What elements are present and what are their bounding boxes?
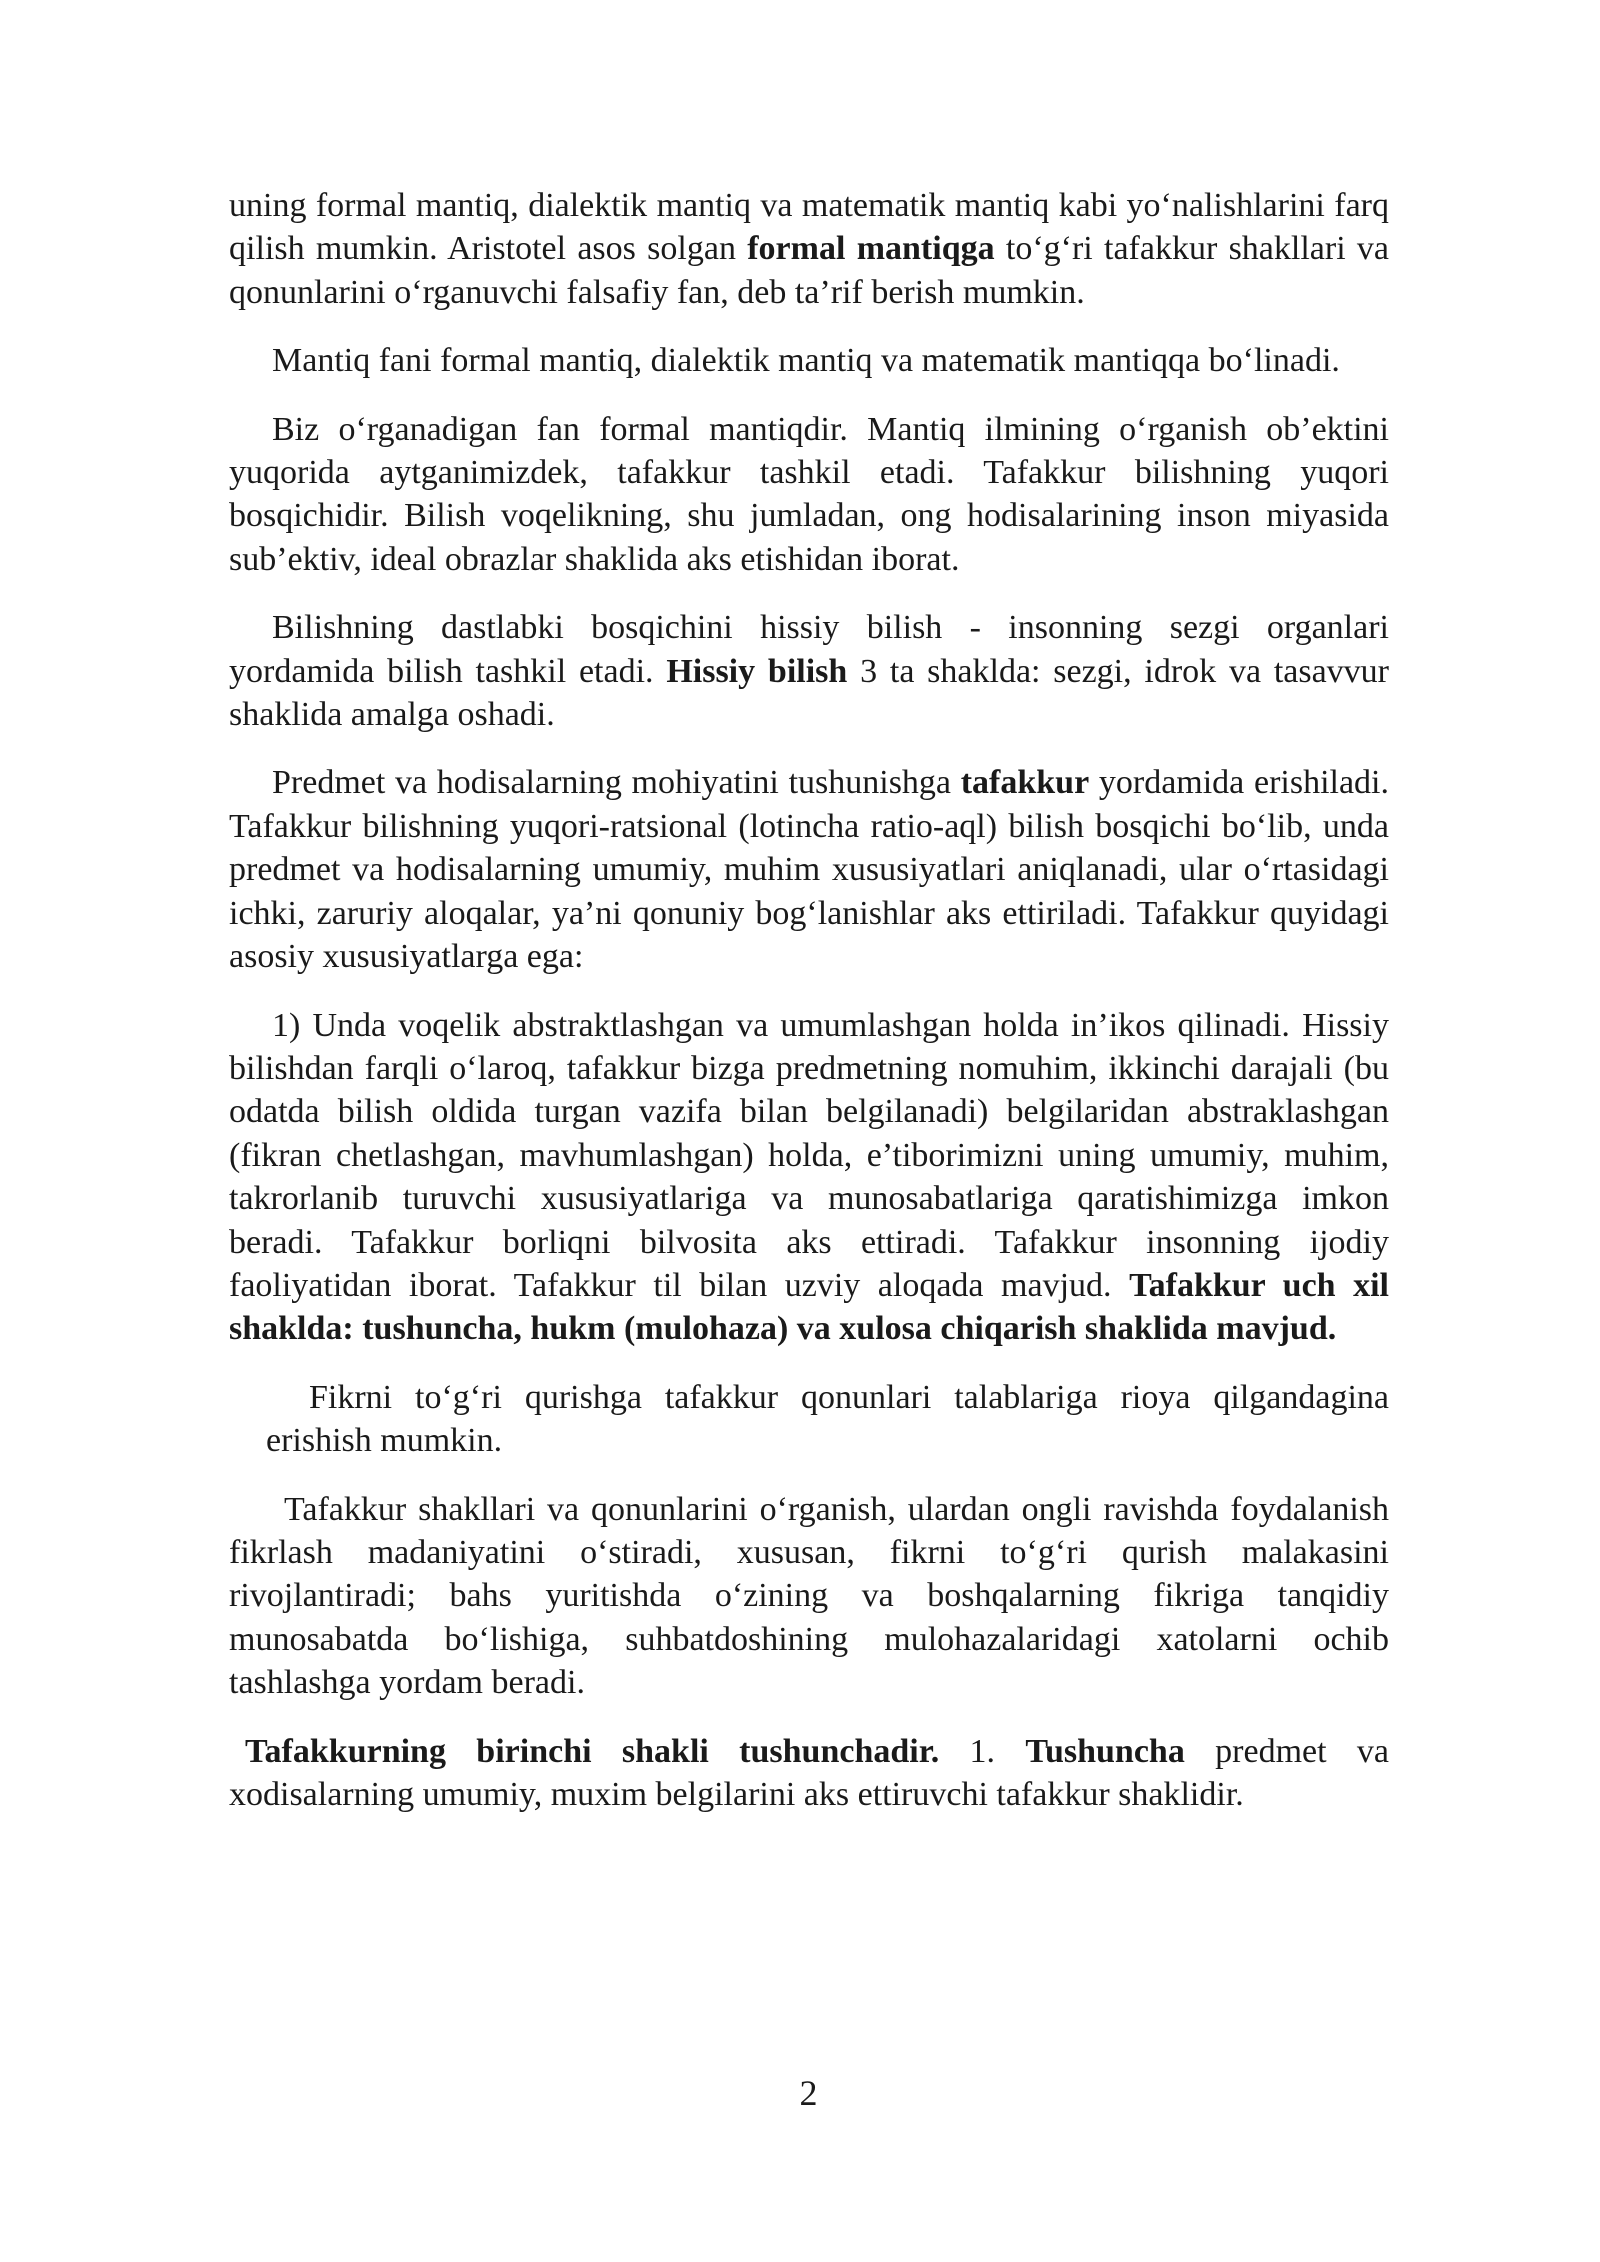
text-run: Biz o‘rganadigan fan formal mantiqdir. Mantiq ilmining o‘rganish ob’ektini yuqorida aytganimizdek, tafakkur tashkil etadi. Tafakkur bilishning yuqori bosqichidir. Bilish voqelikning, shu jumladan, ong hodisalarining inson miyasida sub’ektiv, ideal obrazlar shaklida aks etishidan iborat.	[229, 410, 1389, 578]
paragraph-6	[229, 1004, 1389, 1351]
bold-text: Tafakkur uch xil shaklda: tushuncha, hukm (mulohaza) va xulosa chiqarish shaklida mavjud.	[229, 1266, 1389, 1348]
paragraph-3	[229, 408, 1389, 582]
paragraph-4	[229, 606, 1389, 736]
bold-text: Hissiy bilish	[666, 652, 848, 690]
text-run: yordamida erishiladi. Tafakkur bilishning yuqori-ratsional (lotincha ratio-aql) bilish bosqichi bo‘lib, unda predmet va hodisalarning umumiy, muhim xususiyatlari aniqlanadi, ular o‘rtasidagi ichki, zaruriy aloqalar, ya’ni qonuniy bog‘lanishlar aks ettiriladi. Tafakkur quyidagi asosiy xususiyatlarga ega:	[229, 764, 1389, 976]
paragraph-7	[266, 1376, 1389, 1463]
page-number: 2	[799, 2073, 818, 2113]
bold-text: Tushuncha	[1025, 1732, 1185, 1770]
body-text	[229, 184, 1389, 1841]
text-run: uning formal mantiq, dialektik mantiq va matematik mantiq kabi yo‘nalishlarini farq qilish mumkin. Aristotel asos solgan	[229, 187, 1389, 268]
text-run: Fikrni to‘g‘ri qurishga tafakkur qonunlari talablariga rioya qilgandagina erishish mumkin.	[266, 1378, 1389, 1460]
text-run: to‘g‘ri tafakkur shakllari va qonunlarini o‘rganuvchi falsafiy fan, deb ta’rif berish mumkin.	[229, 230, 1390, 311]
text-run: predmet va xodisalarning umumiy, muxim belgilarini aks ettiruvchi tafakkur shaklidir.	[229, 1732, 1389, 1813]
bold-text: formal mantiqga	[747, 230, 995, 268]
text-run: 1.	[939, 1732, 1026, 1770]
bold-text: tafakkur	[960, 764, 1090, 802]
text-run: 3 ta shaklda: sezgi, idrok va tasavvur shaklida amalga oshadi.	[229, 652, 1390, 734]
paragraph-9	[229, 1730, 1389, 1817]
bold-text: Tafakkurning birinchi shakli tushunchadir.	[245, 1732, 940, 1770]
text-run: Tafakkur shakllari va qonunlarini o‘rganish, ulardan ongli ravishda foydalanish fikrlash madaniyatini o‘stiradi, xususan, fikrni to‘g‘ri qurish malakasini rivojlantiradi; bahs yuritishda o‘zining va boshqalarning fikriga tanqidiy munosabatda bo‘lishiga, suhbatdoshining mulohazalaridagi xatolarni ochib tashlashga yordam beradi.	[229, 1490, 1389, 1702]
paragraph-5	[229, 761, 1389, 978]
paragraph-1	[229, 184, 1389, 314]
text-run: Bilishning dastlabki bosqichini hissiy bilish - insonning sezgi organlari yordamida bilish tashkil etadi.	[229, 609, 1389, 690]
paragraph-8	[229, 1488, 1389, 1705]
text-run: Predmet va hodisalarning mohiyatini tushunishga	[272, 764, 961, 802]
paragraph-2	[229, 339, 1389, 382]
text-run: 1) Unda voqelik abstraktlashgan va umumlashgan holda in’ikos qilinadi. Hissiy bilishdan farqli o‘laroq, tafakkur bizga predmetning nomuhim, ikkinchi darajali (bu odatda bilish oldida turgan vazifa bilan belgilanadi) belgilaridan abstraklashgan (fikran chetlashgan, mavhumlashgan) holda, e’tiborimizni uning umumiy, muhim, takrorlanib turuvchi xususiyatlariga va munosabatlariga qaratishimizga imkon beradi. Tafakkur borliqni bilvosita aks ettiradi. Tafakkur insonning ijodiy faoliyatidan iborat. Tafakkur til bilan uzviy aloqada mavjud.	[229, 1006, 1389, 1304]
text-run: Mantiq fani formal mantiq, dialektik mantiq va matematik mantiqqa bo‘linadi.	[272, 342, 1340, 380]
